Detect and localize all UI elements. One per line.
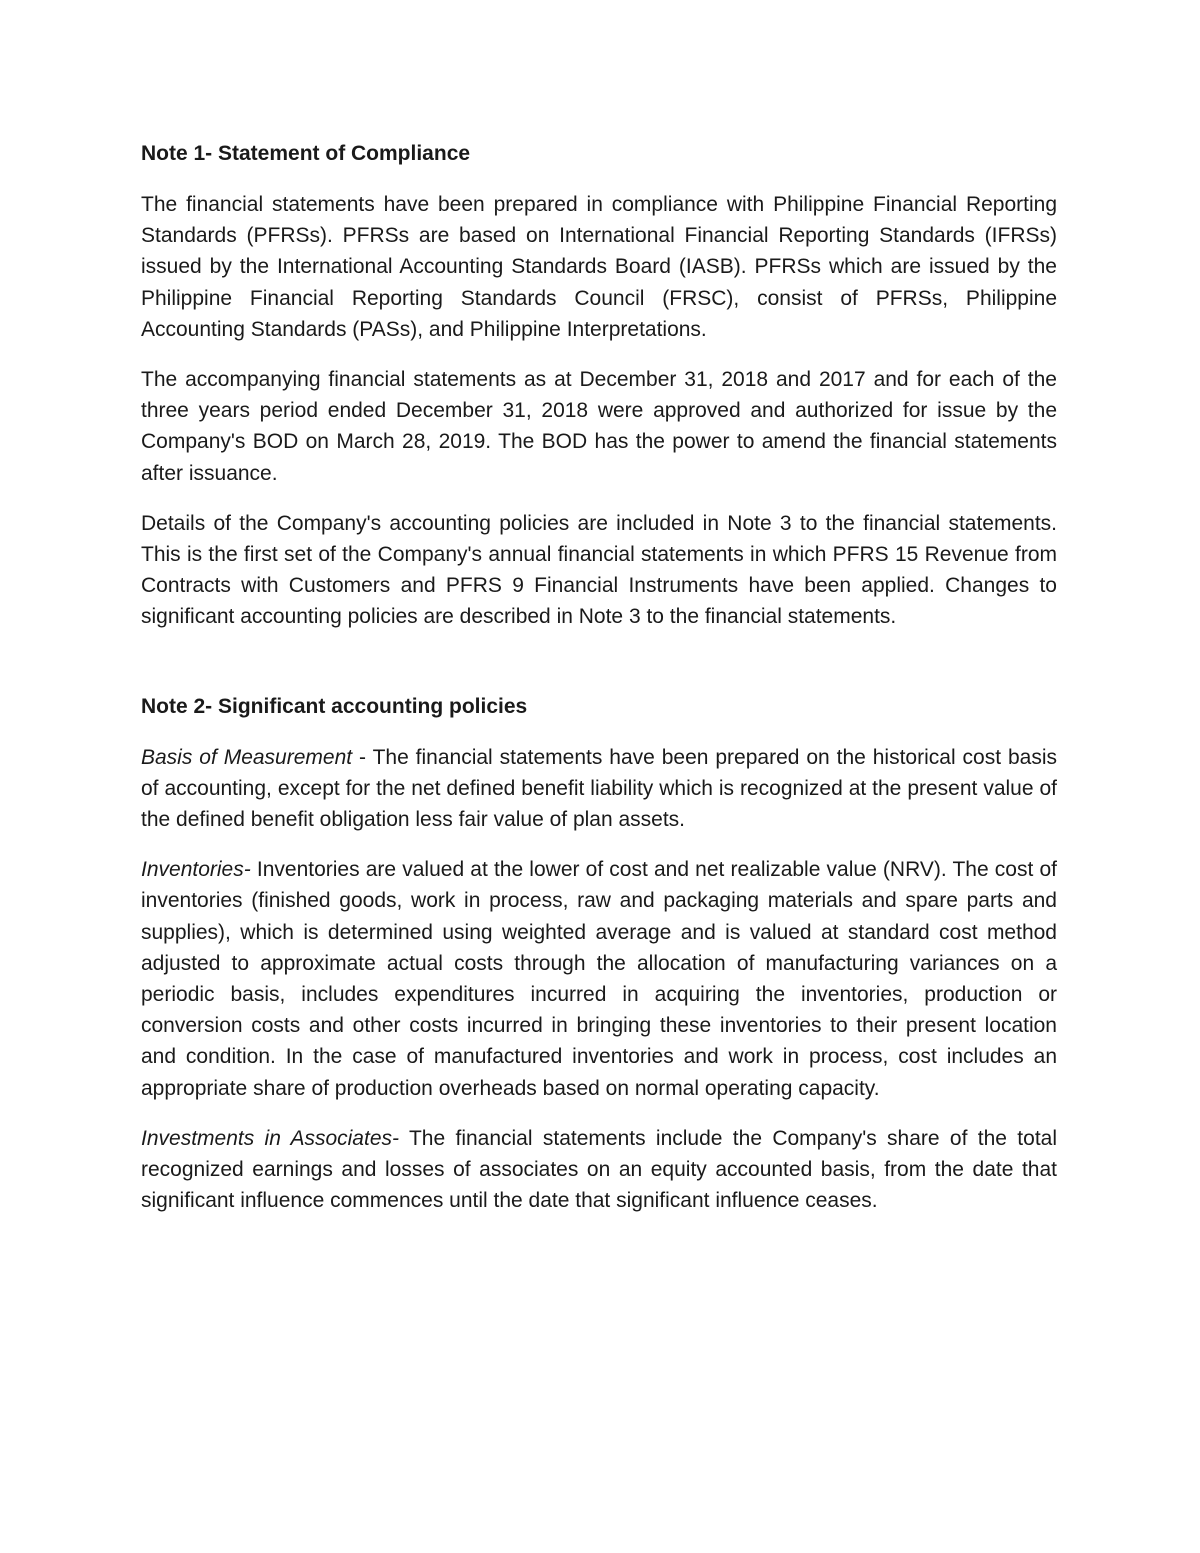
note-1-paragraph-approval: The accompanying financial statements as at December 31, 2018 and 2017 and for each of the three years period ended December 31, 2018 were approved and authorized for issue by the Company's BOD on March 28, 2019. The BOD has the power to amend the financial statements after issuance. xyxy=(141,368,1057,485)
policy-term: Inventories- xyxy=(141,858,251,882)
note-1-heading: Note 1- Statement of Compliance xyxy=(141,142,471,165)
document-page xyxy=(141,138,1057,1216)
policy-basis-of-measurement xyxy=(141,742,1057,836)
note-2-heading: Note 2- Significant accounting policies xyxy=(141,694,528,718)
policy-text: - The financial statements have been prepared on the historical cost basis of accounting, except for the net defined benefit liability which is recognized at the present value of the defined benefit obligation less fair value of plan assets. xyxy=(141,745,1057,832)
policy-text: The financial statements include the Company's share of the total recognized earnings and losses of associates on an equity accounted basis, from the date that significant influence commences until the date that significant influence ceases. xyxy=(141,1126,1057,1213)
policy-term: Investments in Associates- xyxy=(141,1126,399,1150)
section-spacer xyxy=(141,633,1057,691)
policy-text: Inventories are valued at the lower of cost and net realizable value (NRV). The cost of inventories (finished goods, work in process, raw and packaging materials and spare parts and supplies), which is determined using weighted average and is valued at standard cost method adjusted to approximate actual costs through the allocation of manufacturing variances on a periodic basis, includes expenditures incurred in acquiring the inventories, production or conversion costs and other costs incurred in bringing these inventories to their present location and condition. In the case of manufactured inventories and work in process, cost includes an appropriate share of production overheads based on normal operating capacity. xyxy=(141,858,1057,1100)
policy-inventories xyxy=(141,854,1057,1104)
policy-investments-in-associates xyxy=(141,1123,1057,1217)
note-1-paragraph-policies: Details of the Company's accounting policies are included in Note 3 to the financial statements. This is the first set of the Company's annual financial statements in which PFRS 15 Revenue from Contracts with Customers and PFRS 9 Financial Instruments have been applied. Changes to significant accounting policies are described in Note 3 to the financial statements. xyxy=(141,511,1057,629)
policy-term: Basis of Measurement xyxy=(141,745,353,769)
note-1-paragraph-compliance: The financial statements have been prepared in compliance with Philippine Financial Reporting Standards (PFRSs). PFRSs are based on International Financial Reporting Standards (IFRSs) issued by the International Accounting Standards Board (IASB). PFRSs which are issued by the Philippine Financial Reporting Standards Council (FRSC), consist of PFRSs, Philippine Accounting Standards (PASs), and Philippine Interpretations. xyxy=(141,193,1057,341)
